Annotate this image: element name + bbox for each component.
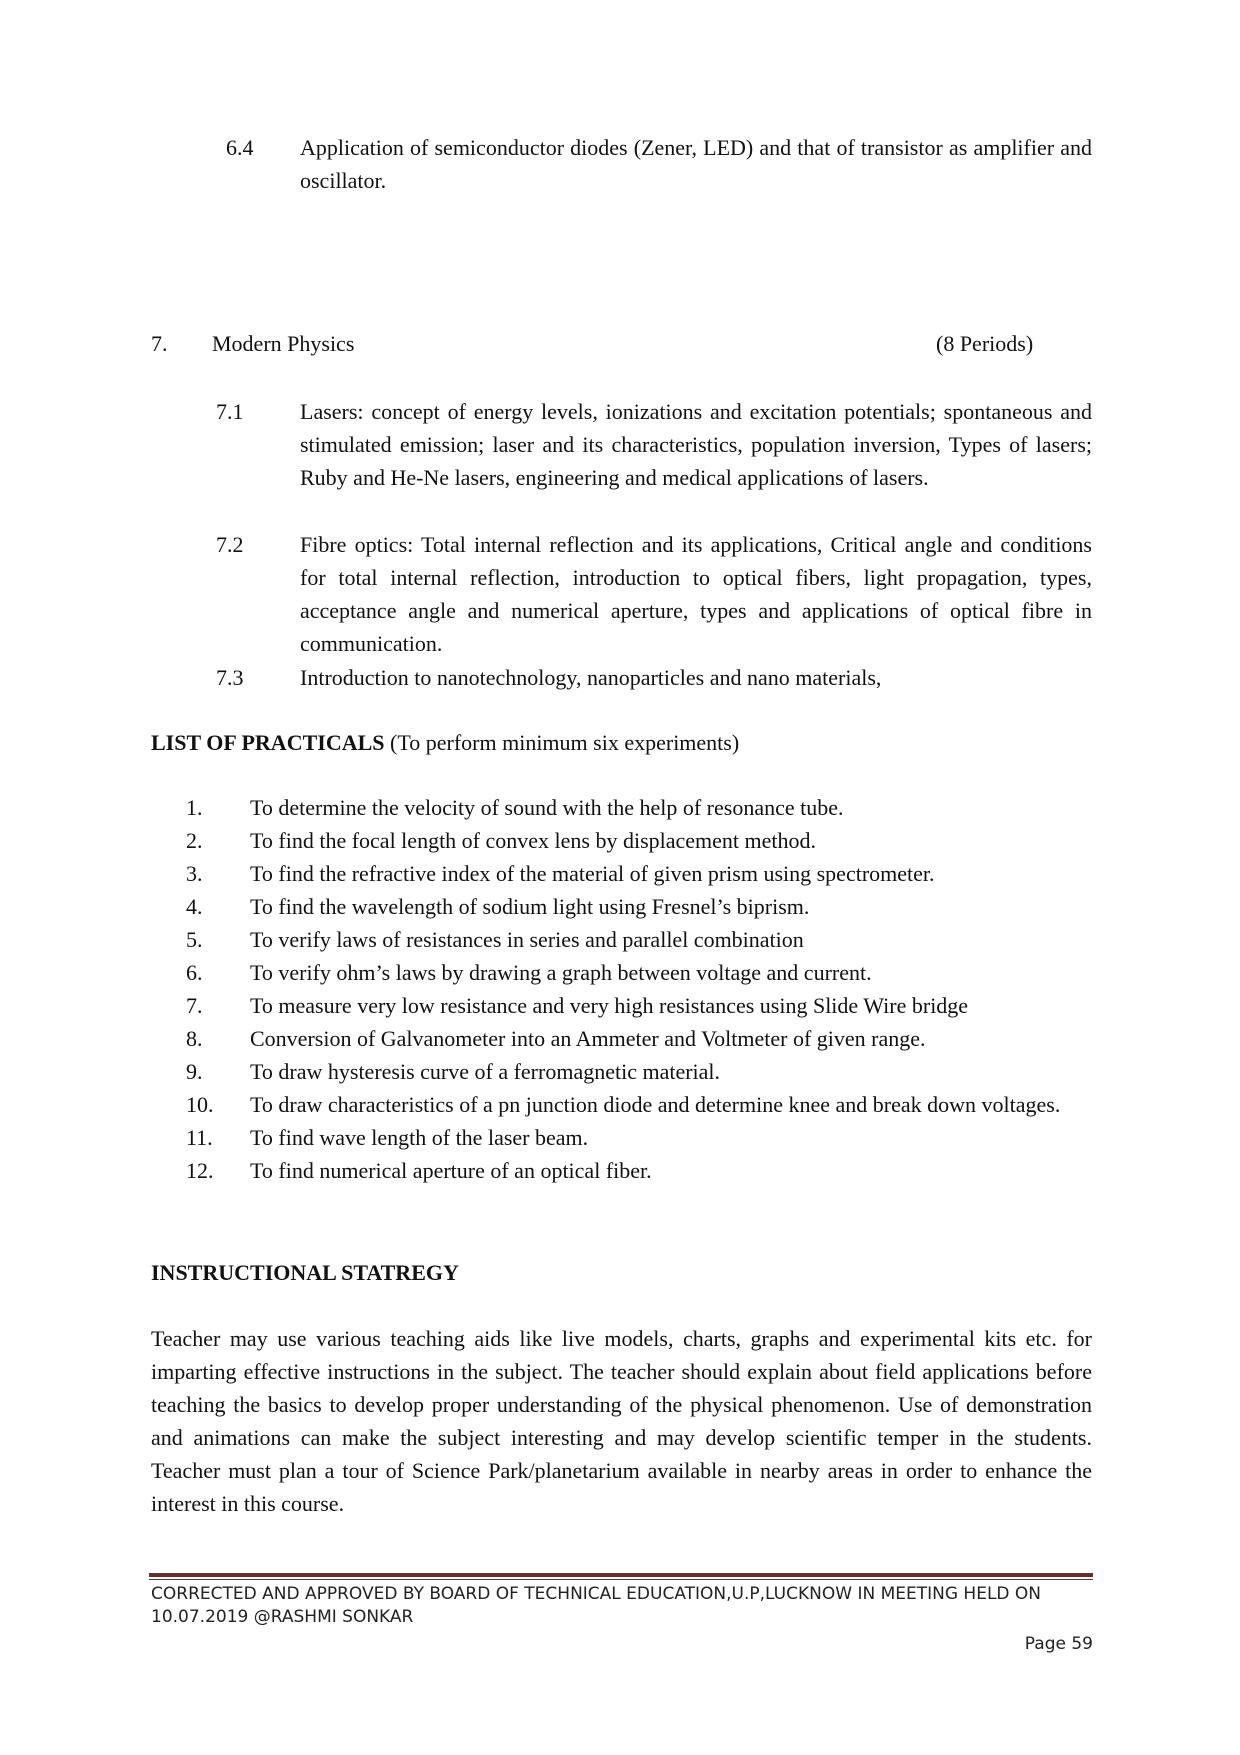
list-item	[0, 1022, 1240, 1055]
list-item-number: 7.	[186, 993, 203, 1018]
list-item-text: To find the wavelength of sodium light using Fresnel’s biprism.	[250, 894, 810, 919]
list-item-text: To find numerical aperture of an optical fiber.	[250, 1158, 652, 1183]
strategy-paragraph: Teacher may use various teaching aids like live models, charts, graphs and experimental kits etc. for imparting effective instructions in the subject. The teacher should explain about field applications before teaching the basics to develop proper understanding of the physical phenomenon. Use of demonstration and animations can make the subject interesting and may develop scientific temper in the students. Teacher must plan a tour of Science Park/planetarium available in nearby areas in order to enhance the interest in this course.	[151, 1326, 1092, 1516]
strategy-heading: INSTRUCTIONAL STATREGY	[151, 1260, 459, 1285]
section-number: 7.	[151, 331, 168, 356]
list-item-text: To find wave length of the laser beam.	[250, 1125, 589, 1150]
section-title: Modern Physics	[212, 331, 355, 356]
section-periods: (8 Periods)	[936, 331, 1034, 356]
list-item-number: 9.	[186, 1059, 203, 1084]
list-item-text: To find the focal length of convex lens by displacement method.	[250, 828, 817, 853]
list-item-text: To determine the velocity of sound with the help of resonance tube.	[250, 795, 844, 820]
practicals-note: (To perform minimum six experiments)	[390, 730, 740, 755]
footer-rule-thin	[149, 1579, 1093, 1580]
subsection-number: 6.4	[226, 135, 254, 160]
list-item-number: 8.	[186, 1026, 203, 1051]
list-item	[0, 824, 1240, 857]
footer-rule	[149, 1573, 1093, 1577]
list-item	[0, 1121, 1240, 1154]
list-item-text: To draw characteristics of a pn junction diode and determine knee and break down voltages.	[250, 1092, 1061, 1117]
list-item-number: 2.	[186, 828, 203, 853]
footer-text: CORRECTED AND APPROVED BY BOARD OF TECHNICAL EDUCATION,U.P,LUCKNOW IN MEETING HELD ON 10.07.2019 @RASHMI SONKAR	[151, 1584, 1042, 1627]
subsection-text: Lasers: concept of energy levels, ionizations and excitation potentials; spontaneous and stimulated emission; laser and its characteristics, population inversion, Types of lasers; Ruby and He-Ne lasers, engineering and medical applications of lasers.	[300, 399, 1092, 490]
list-item	[0, 1088, 1240, 1121]
list-item-number: 3.	[186, 861, 203, 886]
practicals-title: LIST OF PRACTICALS	[151, 730, 385, 755]
list-item-number: 5.	[186, 927, 203, 952]
list-item-number: 11.	[186, 1125, 213, 1150]
list-item-text: To measure very low resistance and very high resistances using Slide Wire bridge	[250, 993, 969, 1018]
subsection-number: 7.3	[216, 665, 244, 690]
list-item	[0, 857, 1240, 890]
practicals-list	[0, 791, 1240, 1187]
subsection-number: 7.2	[216, 532, 244, 557]
list-item	[0, 1154, 1240, 1187]
list-item-text: To verify laws of resistances in series and parallel combination	[250, 927, 804, 952]
subsection-number: 7.1	[216, 399, 244, 424]
section-7-heading	[0, 327, 1240, 360]
list-item	[0, 791, 1240, 824]
subsection-text: Fibre optics: Total internal reflection and its applications, Critical angle and conditions for total internal reflection, introduction to optical fibers, light propagation, types, acceptance angle and numerical aperture, types and applications of optical fibre in communication.	[300, 532, 1092, 656]
list-item-text: To draw hysteresis curve of a ferromagnetic material.	[250, 1059, 721, 1084]
list-item-number: 1.	[186, 795, 203, 820]
subsection-text: Introduction to nanotechnology, nanoparticles and nano materials,	[300, 665, 882, 690]
practicals-heading	[151, 726, 739, 759]
list-item	[0, 1055, 1240, 1088]
list-item	[0, 989, 1240, 1022]
list-item-text: To find the refractive index of the material of given prism using spectrometer.	[250, 861, 935, 886]
subsection-text: Application of semiconductor diodes (Zener, LED) and that of transistor as amplifier and oscillator.	[300, 135, 1092, 193]
list-item	[0, 956, 1240, 989]
list-item-number: 12.	[186, 1158, 214, 1183]
list-item-number: 10.	[186, 1092, 214, 1117]
list-item	[0, 923, 1240, 956]
list-item-text: Conversion of Galvanometer into an Ammeter and Voltmeter of given range.	[250, 1026, 926, 1051]
list-item-number: 4.	[186, 894, 203, 919]
page-number: Page 59	[1024, 1634, 1093, 1654]
list-item	[0, 890, 1240, 923]
list-item-number: 6.	[186, 960, 203, 985]
list-item-text: To verify ohm’s laws by drawing a graph between voltage and current.	[250, 960, 872, 985]
